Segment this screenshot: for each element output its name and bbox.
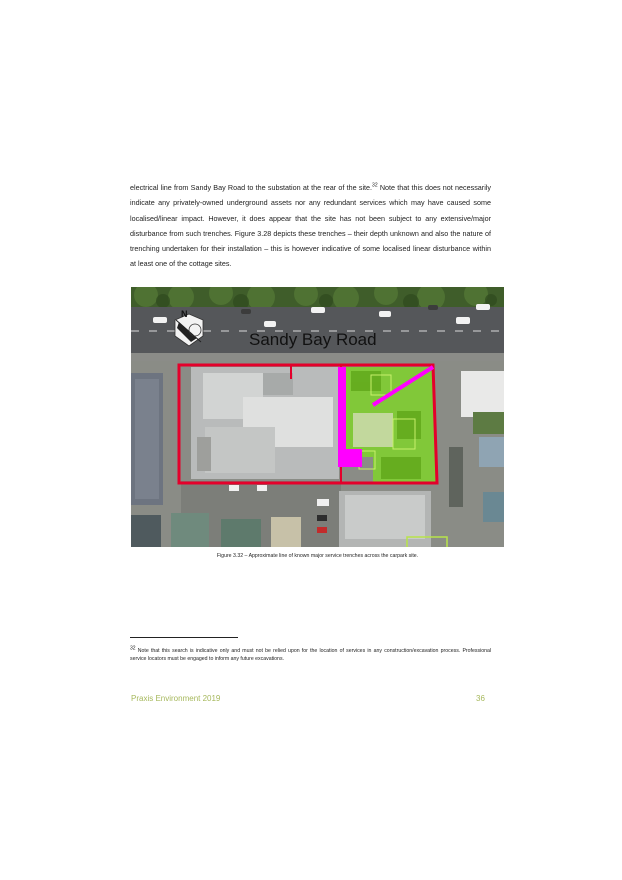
body-paragraph xyxy=(130,180,491,272)
footer-company: Praxis Environment 2019 xyxy=(131,694,221,703)
figure-caption: Figure 3.32 – Approximate line of known major service trenches across the carpark site. xyxy=(216,553,419,559)
footnote-divider xyxy=(130,637,238,638)
body-text-start: electrical line from Sandy Bay Road to the substation at the rear of the site. xyxy=(130,183,373,192)
footnote-reference[interactable]: 32 xyxy=(372,182,378,189)
page-number: 36 xyxy=(476,694,485,703)
footnote-text: Note that this search is indicative only and must not be relied upon for the location of services in any construction/excavation process. Professional service locators must be engaged to inform any future excavations. xyxy=(130,648,491,662)
road-label: Sandy Bay Road xyxy=(249,330,377,349)
aerial-site-photo xyxy=(131,287,504,547)
north-letter: N xyxy=(181,309,188,319)
body-text-rest: Note that this does not necessarily indicate any privately-owned underground assets nor any redundant services which may have caused some localised/linear impact. However, it does appear that the site has not been subject to any extensive/major disturbance from such trenches. Figure 3.28 depicts these trenches – their depth unknown and also the nature of trenching undertaken for their installation – this is however indicative of some localised linear disturbance within at least one of the cottage sites. xyxy=(130,183,491,269)
footnote-number: 32 xyxy=(130,645,136,652)
footnote xyxy=(130,645,491,663)
